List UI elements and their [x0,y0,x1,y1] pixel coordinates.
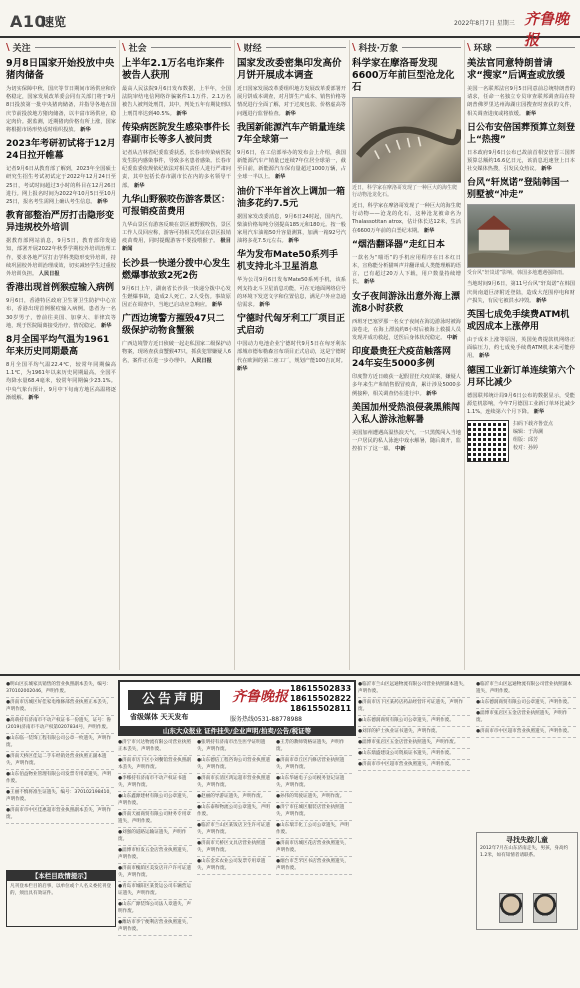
article-body: 最高人民法院9月6日发布数据，上半年，全国法院审结电信网络诈骗案件1.1万件、2.1万名被告人被判处刑罚，其中，判处五年有期徒刑以上刑罚率达到40.5%。 新华 [122,86,231,117]
headline: 台风“轩岚诺”登陆韩国一别墅被“冲走” [467,178,569,201]
article-body: 日本政府9月6日公布已故前首相安倍晋三国葬预算总额约16.6亿日元，该消息迅速登上日本社交媒体热搜，引发民众热议。 新华 [467,149,575,173]
article-body: 美国加州遭遇高温热浪天气，一只黑熊闯入当地一户居民的私人泳池中戏水解暑，随后离开，监控拍下了这一幕。 中新 [352,429,461,453]
photo-caption: 近日，科学家在摩洛哥发现了一种巨大的海生爬行动物沧龙化石。 [352,185,458,198]
article-body: 广西边境警方近日侦破一起走私国家二级保护动物案，现场查获食蟹猴47只，抓获犯罪嫌疑人6名，案件正在进一步办理中。 人民日报 [122,341,231,364]
mosasaur-fossil-photo [352,97,461,183]
article-body: 华为公司9月6日发布Mate50系列手机，该系列支持北斗卫星消息功能，可在无地面网络信号的环境下发送文字和位置信息，满足户外应急通信需求。 新华 [237,277,346,309]
column-header: \ 环球 [467,40,575,54]
column-divider [464,40,465,670]
missing-child-notice [476,832,578,930]
article-body: 一款名为“喵语”的手机应用程序在日本红日本，宣称能分析猫叫声并翻译成人类能理解的语言，已有超过20万人下载，用户数量持续增长。 新华 [352,254,461,286]
headline: 华为发布Mate50系列手机支持北斗卫星消息 [237,250,338,273]
ad-item: ●明山区长城家具销售的营业执照副本丢失，编号：370102002046，声明作废。 [6,680,114,698]
announcement-service-bar: 山东大众报业 证件挂失/企业声明/拍卖/公告/税证等 [120,726,354,736]
column-shehui [122,40,231,670]
article-body: 为切实保障中秋、国庆等节日期间市场供应和价格稳定，国家发展改革委会同有关部门将于9月8日投放第一批中央猪肉储备，并指导各地在国庆节前投放地方猪肉储备，以丰富市场供应，稳定肉价。据监测，近期猪肉价格有所上涨，国家将根据市场形势适时组织投放。 新华 [6,86,116,134]
article-body: 美国一名联邦法官9月5日同意前总统特朗普的请求，任命一名独立专员审查联邦调查局在特朗普佛罗里达州海湖庄园搜查时查获的文件，相关调查进度或将放缓。 新华 [467,86,575,117]
article-body: 8月全国平均气温22.4℃，较常年同期偏高1.1℃，为1961年以来历史同期最高。全国平均降水量68.4毫米，较常年同期偏少23.1%。中央气象台预计，9月中下旬南方地区高温将逐渐缓解。 新华 [6,362,116,401]
ad-item: ●王丽不慎将准生证遗失，编号：370102198410，声明作废。 [6,788,114,806]
headline: 美法官同意特朗普请求“搜家”后调查或放缓 [467,58,565,81]
article-body: 印度警方近日破获一起假冒狂犬疫苗案，嫌疑人多年来生产和销售假冒疫苗，累计涉及5000多例接种，相关调查仍在进行中。 新华 [352,374,461,397]
ad-item: ●济南天桥区佳运二手车经销处营业执照正副本遗失，声明作废。 [6,752,114,770]
ad-item: ●山东德润商贸有限公司公章遗失，声明作废。 [476,698,576,709]
headline: 美国加州受热浪侵袭黑熊闯入私人游泳池解暑 [352,402,461,425]
ad-item: ●高萌持有济南市不动产权证书一份遗失，证号：鲁(2019)济南市不动产权第0207834号，声明作废。 [6,716,114,734]
ad-item: ●山东泰和物流公司公章遗失，声明作废。 [197,803,271,821]
ad-item: ●淄博市张店区五金店营业执照遗失，声明作废。 [358,738,470,749]
column-header: \ 社会 [122,40,231,54]
ad-item: ●山东华通电子公司税务登记证遗失，声明作废。 [276,774,352,792]
ad-item: ●青岛市城阳区某货运公司车辆营运证遗失，声明作废。 [118,882,192,900]
headline: 英国七成免手续费ATM机或因成本上涨停用 [467,310,570,333]
headline: 科学家在摩洛哥发现6600万年前巨型沧龙化石 [352,58,455,93]
ad-item: ●潍坊市李宁便利店营业执照遗失，声明作废。 [118,918,192,936]
phone-number[interactable]: 18615502811 [290,704,352,713]
policy-notice-title: 【本栏目政情提示】 [7,871,115,881]
column-header: \ 财经 [237,40,346,54]
ad-item: ●济南市历下区某药店药品经营许可证遗失，声明作废。 [358,698,470,716]
ad-item: ●淄博市恒发五金店营业执照遗失，声明作废。 [118,846,192,864]
headline: 我国新能源汽车产销量连续7年全球第一 [237,122,346,145]
column-header: \ 关注 [6,40,116,54]
headline: 教育部整治严厉打击隐形变异违规校外培训 [6,211,115,234]
column-keji [352,40,461,670]
service-hotline: 服务热线0531-88778988 [230,716,302,723]
phone-number[interactable]: 18615502833 [290,684,352,693]
article-body: 据教育部网站消息，9月5日，教育部印发通知，部署开展2022年秋季学期校外培训治理工作，要求各地严厉打击学科类隐形变异培训，持续巩固校外培训治理成效，切实减轻学生过重校外培训负担。 人民日报 [6,238,116,278]
qr-code-icon[interactable] [467,420,509,462]
headline: 国家发改委密集印发高价月饼开展成本调查 [237,58,342,81]
headline: 油价下半年首次上调加一箱油多花约7.5元 [237,186,346,209]
ad-item: ●临沂市兰山区远通物流有限公司营业执照副本遗失，声明作废。 [476,680,576,698]
headline: 宁德时代匈牙利工厂项目正式启动 [237,314,346,337]
ads-column-mid2 [197,738,271,988]
ad-item: ●王芳的教师资格证遗失，声明作废。 [276,738,352,756]
headline: 长沙县一快递分拨中心发生燃爆事故致2死2伤 [122,258,231,281]
article-body: 由于成本上涨等原因，英国免费提款机网络正面临压力，约七成免手续费ATM机未来可能停用。 新华 [467,337,575,360]
qr-note: 扫码下载齐鲁壹点 [513,421,554,428]
article-body: 9月6日上午，湖南省长沙县一快递分拨中心发生燃爆事故，造成2人死亡、2人受伤。事故原因正在调查中，当地已启动应急响应。 新华 [122,285,231,309]
ad-item: ●孙伟的驾驶证遗失，声明作废。 [276,792,352,803]
section-name: 速览 [42,15,67,29]
headline: 传染病医院发生感染事件长春副市长等多人被问责 [122,122,231,145]
ad-item: ●赵丽的导游证遗失，声明作废。 [197,792,271,803]
ad-item: ●济南市市中区超市营业执照遗失，声明作废。 [476,727,576,738]
ad-item: ●济宁市任城区服装店营业执照遗失，声明作废。 [276,803,352,821]
column-header: \ 科技·万象 [352,40,461,54]
ad-item: ●山东金禾农业公司发票专用章遗失，声明作废。 [197,857,271,875]
ads-column-mid1 [118,738,192,988]
typhoon-flood-photo [467,204,575,268]
ad-item: ●山东鼎盛建设公司资质证书遗失，声明作废。 [358,749,470,760]
ad-item: ●山东临一装饰工程有限公司公章一枚遗失，声明作废。 [6,734,114,752]
ad-item: ●张明持有济南市出生医学证明遗失，声明作废。 [197,738,271,756]
ad-item: ●济南市历下区小刘餐馆营业执照副本丢失，声明作废。 [118,756,192,774]
headline: 9月8日国家开始投放中央猪肉储备 [6,58,115,81]
column-divider [349,40,350,670]
missing-child-title: 寻找失踪儿童 [506,836,548,844]
headline: 上半年2.1万名电诈案件被告人获刑 [122,58,225,81]
proofreader-credit: 校对：孙婷 [513,445,539,452]
policy-notice-box [6,870,116,927]
policy-notice-body: 凡刊登本栏目的启事，以单位或个人名义委托刊登的，须出具有效证件。 [10,884,112,896]
article-body: 据国家发改委消息，9月6日24时起，国内汽、柴油价格每吨分别提高185元和180元。按一般家用汽车油箱50升容量测算，加满一箱92号汽油将多花7.5元左右。 新华 [237,213,346,245]
ad-item: ●李娜持有济南市不动产权证书遗失，声明作废。 [118,774,192,792]
ad-item: ●济南市市中区超市营业执照遗失，声明作废。 [358,760,470,771]
article-body: 9月6日，在工信部举办的发布会上介绍，我国新能源汽车产销量已连续7年位居全球第一，截至目前，新能源汽车保有量超过1000万辆，占全球一半以上。 新华 [237,149,346,181]
ad-item: ●山东德信工程咨询公司营业执照遗失，声明作废。 [197,756,271,774]
ad-item: ●烟台市芝罘区书店营业执照遗失，声明作废。 [276,857,352,875]
article-body: 中国动力电池企业宁德时代9月5日在匈牙利东部城市德布勒森宣布项目正式启动，这是宁德时代在欧洲的第二座工厂，规划产能100吉瓦时。 新华 [237,341,346,372]
headline: 广西边境警方摧毁47只二级保护动物食蟹猴 [122,314,225,337]
ad-item: ●山东德润商贸有限公司公章遗失，声明作废。 [358,716,470,727]
article-body: 近日国家发展改革委组织地方发展改革委部署开展月饼成本调查，对月饼生产成本、销售价格等情况进行全面了解，对于过度包装、价格虚高等问题进行监督检查。 新华 [237,86,346,117]
ads-column-far-right [476,680,576,828]
ads-column-left [6,680,114,866]
headline: 日公布安倍国葬预算立刻登上“热搜” [467,122,575,145]
child-photo-2 [533,893,557,923]
article-body: 9月6日，香港特区政府卫生署卫生防护中心宣布，香港出现首例猴痘输入病例。患者为一名30岁男子，曾前往美国、加拿大、菲律宾等地，现于医院隔离接受治疗，情况稳定。 新华 [6,298,116,329]
column-huanqiu [467,40,575,670]
ad-item: ●山东瑞丰化工公司公章遗失，声明作废。 [276,821,352,839]
ad-item: ●临沂市兰山区远通物流有限公司营业执照副本遗失，声明作废。 [358,680,470,698]
column-divider [234,40,235,670]
headline: 九华山野猴咬伤游客景区：可报销疫苗费用 [122,194,231,217]
announcement-slogan: 省级媒体 天天发布 [130,713,189,721]
headline: 2023年考研初试将于12月24日拉开帷幕 [6,139,116,162]
article-body: 西班牙巴塞罗那一名女子夜间在海边游泳时被海浪卷走，在海上漂流约8小时后被海上救援人员发现并成功救起，送医后身体状况稳定。 中新 [352,318,461,342]
designer-credit: 组版：邱芳 [513,437,539,444]
ad-item: ●济南天福商贸有限公司财务专用章遗失，声明作废。 [118,810,192,828]
ad-item: ●山东佰益物业管理有限公司发票专用章遗失，声明作废。 [6,770,114,788]
ad-item: ●淄博市张店区五金店营业执照遗失，声明作废。 [476,709,576,727]
missing-child-body: 2012年7月在山东济南走失，男孩，身高约1.2米，如有知情者请联系。 [480,846,569,858]
page-number: A10 [10,12,47,31]
announcement-banner [118,680,356,736]
ad-item: ●山东广源装饰公司法人章遗失，声明作废。 [118,900,192,918]
phone-number[interactable]: 18615502822 [290,694,352,703]
classified-ads-section [0,674,580,935]
footer-block [467,420,575,462]
announcement-logo: 齐鲁晚报 [232,689,288,705]
headline: “烟浩翻译器”走红日本 [352,239,445,250]
headline: 8月全国平均气温为1961年来历史同期最高 [6,335,110,358]
announcement-title: 公告声明 [128,690,220,710]
ads-column-mid3 [276,738,352,988]
issue-date: 2022年8月7日 星期三 [454,20,515,27]
ads-column-right [358,680,470,930]
ad-item: ●济南市章丘区汽修店营业执照遗失，声明作废。 [276,756,352,774]
editor-credit: 编辑：于海澜 [513,429,544,436]
article-body: 当地时间9月6日，第11号台风“轩岚诺”在韩国庆尚南道巨济附近登陆，造成大范围停电和财产损失，有民宅被洪水冲毁。 新华 [467,281,575,304]
headline: 德国工业新订单连续第六个月环比减少 [467,365,575,388]
ad-item: ●济南市历城区好佳家电维修部营业执照正本丢失，声明作废。 [6,698,114,716]
ad-item: ●刘洋的护士执业证书遗失，声明作废。 [358,727,470,738]
headline: 女子夜间游泳出意外海上漂流8小时获救 [352,291,461,314]
ad-item: ●济南市市中区佳惠超市营业执照副本丢失，声明作废。 [6,806,114,824]
ad-item: ●济南市天桥区文具店营业执照遗失，声明作废。 [197,839,271,857]
article-body: 近日，科学家在摩洛哥发现了一种巨大的海生爬行动物——沧龙的化石，这种沧龙被命名为Thalassotitan atrox，估计体长达12米，生活在6600万年前的白垩纪末期。 新华 [352,203,461,234]
ad-item: ●刘强的道路运输证遗失，声明作废。 [118,828,192,846]
ad-item: ●临沂市兰山区某饭店卫生许可证遗失，声明作废。 [197,821,271,839]
ad-item: ●济南市历城区花店营业执照遗失，声明作废。 [276,839,352,857]
ad-item: ●济宁市兴达物流有限公司营业执照正本丢失，声明作废。 [118,738,192,756]
ad-item: ●济南市长清区鸿运超市营业执照遗失，声明作废。 [197,774,271,792]
article-body: 记者9月6日从教育部了解到，2023年全国硕士研究生招生考试初试定于2022年12月24日至25日，考试时间超过3小时的科目在12月26日进行。网上报名时间为2022年10月5日至10月25日，报名考生需网上确认考生信息。 新华 [6,166,116,206]
column-divider [119,40,120,670]
headline: 印度最贵狂犬疫苗触落网24年妄生5000多例 [352,347,452,370]
photo-caption: 受台风“轩岚诺”影响，韩国多地遭遇强降雨。 [467,270,568,277]
newspaper-logo: 齐鲁晚报 [524,10,570,49]
article-body: 九华山景区有游客反映在景区被野猴咬伤，景区工作人员回应称，游客可持相关凭证在景区报销疫苗费用，同时提醒游客不要投喂猴子。 极目新闻 [122,221,231,253]
child-photo-1 [499,893,523,923]
ad-item: ●山东鑫源建材有限公司公章遗失，声明作废。 [118,792,192,810]
article-body: 德国联邦统计局9月6日公布的数据显示，受能源危机影响，今年7月德国工业新订单环比减少1.1%，连续第六个月下降。 新华 [467,392,575,416]
article-body: 记者从吉林省纪委监委获悉，长春市传染病医院发生院内感染事件，导致多名患者感染。长春市纪委监委依规依纪依法对相关责任人进行严肃问责，其中包括长春市副市长在内的多名领导干部。 新华 [122,149,231,189]
headline: 香港出现首例猴痘输入病例 [6,283,115,294]
column-guanzhu [6,40,116,670]
column-caijing [237,40,346,670]
ad-item: ●济南市槐荫区美发店开户许可证遗失，声明作废。 [118,864,192,882]
